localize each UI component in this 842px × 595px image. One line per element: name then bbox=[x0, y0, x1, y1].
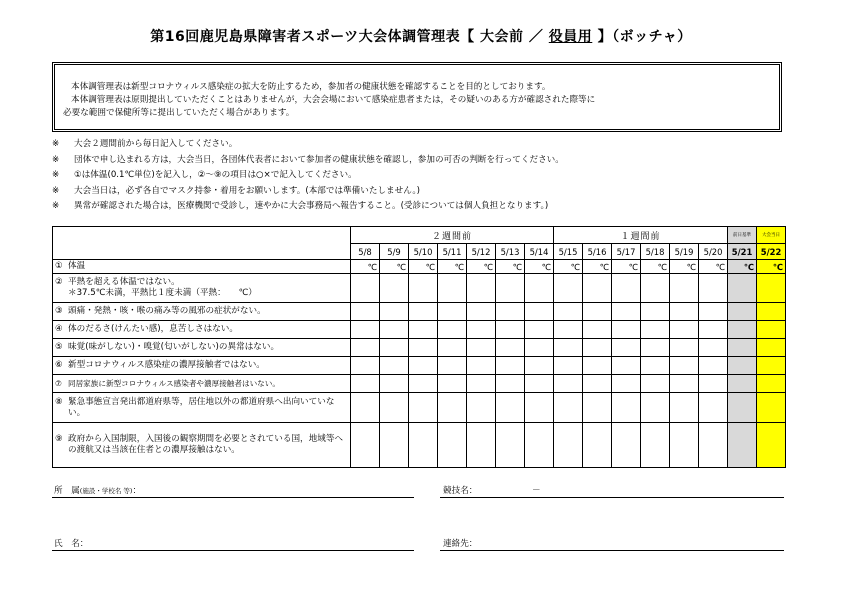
check-cell[interactable] bbox=[670, 357, 699, 375]
item-number: ③ bbox=[55, 306, 63, 316]
date-header: 5/15 bbox=[554, 244, 583, 260]
check-cell[interactable] bbox=[641, 375, 670, 393]
check-cell[interactable] bbox=[583, 357, 612, 375]
item-text: 味覚(味がしない)・嗅覚(匂いがしない)の異常はない。 bbox=[68, 342, 280, 352]
check-cell[interactable] bbox=[670, 321, 699, 339]
period-one-week: １週間前 bbox=[554, 227, 728, 244]
check-cell[interactable] bbox=[496, 274, 525, 303]
check-cell[interactable] bbox=[409, 321, 438, 339]
date-header: 5/9 bbox=[380, 244, 409, 260]
date-header: 5/8 bbox=[351, 244, 380, 260]
item-label bbox=[53, 274, 351, 303]
check-cell[interactable] bbox=[583, 339, 612, 357]
check-cell[interactable] bbox=[554, 303, 583, 321]
table-row bbox=[53, 393, 786, 423]
check-cell[interactable] bbox=[554, 375, 583, 393]
table-row bbox=[53, 260, 786, 274]
check-cell[interactable] bbox=[525, 321, 554, 339]
temperature-cell[interactable]: ℃ bbox=[438, 260, 467, 274]
date-header: 5/21 bbox=[728, 244, 757, 260]
note-text: 団体で申し込まれる方は，大会当日，各団体代表者において参加者の健康状態を確認し，参加の可否の判断を行ってください。 bbox=[74, 154, 564, 165]
check-cell[interactable] bbox=[699, 274, 728, 303]
check-cell[interactable] bbox=[583, 274, 612, 303]
check-cell[interactable] bbox=[409, 274, 438, 303]
item-text: 平熱を超える体温ではない。 bbox=[68, 277, 180, 287]
note-text: ①は体温(0.1℃単位)を記入し，②～⑨の項目は○×で記入してください。 bbox=[74, 170, 357, 180]
check-cell[interactable] bbox=[670, 339, 699, 357]
temperature-cell[interactable]: ℃ bbox=[699, 260, 728, 274]
contact-label: 連絡先： bbox=[443, 539, 478, 549]
check-cell[interactable] bbox=[380, 321, 409, 339]
check-cell[interactable] bbox=[641, 303, 670, 321]
check-cell[interactable] bbox=[409, 393, 438, 423]
note-text: 大会当日は，必ず各自でマスク持参・着用をお願いします。(本部では準備いたしません。) bbox=[74, 185, 420, 196]
notice-line-3: 必要な範囲で保健所等に提出していただく場合があります。 bbox=[63, 108, 295, 118]
check-cell[interactable] bbox=[757, 423, 786, 468]
note-item bbox=[52, 137, 792, 153]
temperature-cell[interactable]: ℃ bbox=[583, 260, 612, 274]
check-cell[interactable] bbox=[380, 274, 409, 303]
item-text: 新型コロナウィルス感染症の濃厚接触者ではない。 bbox=[68, 360, 265, 370]
temperature-cell[interactable]: ℃ bbox=[467, 260, 496, 274]
check-cell[interactable] bbox=[525, 303, 554, 321]
check-cell[interactable] bbox=[699, 339, 728, 357]
item-label bbox=[53, 260, 351, 274]
check-cell[interactable] bbox=[670, 423, 699, 468]
check-cell[interactable] bbox=[641, 357, 670, 375]
note-text: 異常が確認された場合は，医療機関で受診し，速やかに大会事務局へ報告すること。(受診については個人負担となります。) bbox=[74, 201, 549, 211]
note-item bbox=[52, 199, 792, 215]
event-line[interactable] bbox=[440, 497, 784, 498]
item-label bbox=[53, 339, 351, 357]
check-cell[interactable] bbox=[409, 303, 438, 321]
check-cell[interactable] bbox=[699, 303, 728, 321]
temperature-cell[interactable]: ℃ bbox=[728, 260, 757, 274]
header-prev-day: 前日基準 bbox=[728, 227, 757, 244]
check-cell[interactable] bbox=[438, 321, 467, 339]
check-cell[interactable] bbox=[612, 339, 641, 357]
check-cell[interactable] bbox=[409, 375, 438, 393]
check-cell[interactable] bbox=[525, 375, 554, 393]
date-header: 5/10 bbox=[409, 244, 438, 260]
check-cell[interactable] bbox=[351, 375, 380, 393]
check-cell[interactable] bbox=[380, 357, 409, 375]
check-cell[interactable] bbox=[583, 375, 612, 393]
table-row bbox=[53, 274, 786, 303]
check-cell[interactable] bbox=[757, 357, 786, 375]
check-cell[interactable] bbox=[409, 357, 438, 375]
table-row bbox=[53, 321, 786, 339]
table-header-row bbox=[53, 227, 786, 244]
temperature-cell[interactable]: ℃ bbox=[757, 260, 786, 274]
check-cell[interactable] bbox=[757, 274, 786, 303]
check-cell[interactable] bbox=[583, 423, 612, 468]
page-title bbox=[0, 26, 842, 46]
item-label bbox=[53, 357, 351, 375]
check-cell[interactable] bbox=[438, 274, 467, 303]
check-cell[interactable] bbox=[467, 423, 496, 468]
check-cell[interactable] bbox=[699, 375, 728, 393]
date-header: 5/13 bbox=[496, 244, 525, 260]
check-cell[interactable] bbox=[612, 303, 641, 321]
check-cell[interactable] bbox=[380, 423, 409, 468]
check-cell[interactable] bbox=[612, 423, 641, 468]
check-cell[interactable] bbox=[554, 393, 583, 423]
check-cell[interactable] bbox=[525, 393, 554, 423]
check-cell[interactable] bbox=[351, 393, 380, 423]
contact-line[interactable] bbox=[440, 550, 784, 551]
note-mark: ※ bbox=[52, 170, 60, 180]
date-header: 5/18 bbox=[641, 244, 670, 260]
check-cell[interactable] bbox=[728, 303, 757, 321]
check-cell[interactable] bbox=[525, 423, 554, 468]
check-cell[interactable] bbox=[757, 321, 786, 339]
check-cell[interactable] bbox=[728, 423, 757, 468]
check-cell[interactable] bbox=[757, 339, 786, 357]
note-mark: ※ bbox=[52, 201, 60, 211]
date-header: 5/20 bbox=[699, 244, 728, 260]
check-cell[interactable] bbox=[757, 393, 786, 423]
table-row bbox=[53, 423, 786, 468]
item-number: ④ bbox=[55, 324, 63, 334]
check-cell[interactable] bbox=[728, 274, 757, 303]
check-cell[interactable] bbox=[699, 393, 728, 423]
check-cell[interactable] bbox=[438, 423, 467, 468]
date-header: 5/16 bbox=[583, 244, 612, 260]
check-cell[interactable] bbox=[351, 274, 380, 303]
check-cell[interactable] bbox=[409, 423, 438, 468]
check-cell[interactable] bbox=[525, 357, 554, 375]
notes-list bbox=[52, 137, 792, 215]
temperature-cell[interactable]: ℃ bbox=[612, 260, 641, 274]
check-cell[interactable] bbox=[554, 321, 583, 339]
temperature-cell[interactable]: ℃ bbox=[380, 260, 409, 274]
item-text: 同居家族に新型コロナウィルス感染者や濃厚接触者はいない。 bbox=[68, 379, 280, 388]
table-row bbox=[53, 375, 786, 393]
item-text: 頭痛・発熱・咳・喉の痛み等の風邪の症状がない。 bbox=[68, 306, 266, 316]
check-cell[interactable] bbox=[757, 375, 786, 393]
check-cell[interactable] bbox=[496, 339, 525, 357]
note-mark: ※ bbox=[52, 154, 60, 165]
check-cell[interactable] bbox=[583, 303, 612, 321]
event-label: 競技名： bbox=[443, 486, 478, 496]
affiliation-line[interactable] bbox=[52, 497, 414, 498]
temperature-cell[interactable]: ℃ bbox=[525, 260, 554, 274]
check-cell[interactable] bbox=[380, 375, 409, 393]
check-cell[interactable] bbox=[438, 339, 467, 357]
note-mark: ※ bbox=[52, 185, 60, 196]
title-pre: 大会前 bbox=[480, 29, 524, 45]
check-cell[interactable] bbox=[467, 393, 496, 423]
event-dash: － bbox=[532, 486, 541, 496]
item-number: ⑧ bbox=[55, 396, 63, 407]
notice-line-2: 本体調管理表は原則提出していただくことはありませんが，大会会場において感染症患者または，その疑いのある方が確認された際等に bbox=[71, 95, 596, 105]
period-two-weeks: ２週間前 bbox=[351, 227, 554, 244]
item-text: 体温 bbox=[68, 261, 86, 271]
check-cell[interactable] bbox=[612, 357, 641, 375]
date-header: 5/22 bbox=[757, 244, 786, 260]
title-role: 役員用 bbox=[548, 29, 593, 45]
item-text: 政府から入国制限，入国後の観察期間を必要とされている国，地域等への渡航又は当該在住者との濃厚接触はない。 bbox=[68, 434, 344, 455]
check-cell[interactable] bbox=[467, 274, 496, 303]
check-cell[interactable] bbox=[380, 303, 409, 321]
check-cell[interactable] bbox=[728, 339, 757, 357]
item-number: ⑤ bbox=[55, 342, 63, 352]
note-item bbox=[52, 168, 792, 184]
note-item bbox=[52, 184, 792, 200]
check-cell[interactable] bbox=[351, 339, 380, 357]
check-cell[interactable] bbox=[496, 423, 525, 468]
check-cell[interactable] bbox=[612, 321, 641, 339]
note-text: 大会２週間前から毎日記入してください。 bbox=[74, 139, 238, 149]
check-cell[interactable] bbox=[525, 274, 554, 303]
date-header: 5/17 bbox=[612, 244, 641, 260]
check-cell[interactable] bbox=[612, 393, 641, 423]
check-cell[interactable] bbox=[612, 375, 641, 393]
title-sep: ／ bbox=[523, 29, 549, 45]
item-number: ⑥ bbox=[55, 360, 63, 370]
temperature-cell[interactable]: ℃ bbox=[641, 260, 670, 274]
check-cell[interactable] bbox=[728, 375, 757, 393]
check-cell[interactable] bbox=[467, 321, 496, 339]
health-table bbox=[52, 226, 786, 468]
note-item bbox=[52, 153, 792, 169]
item-label bbox=[53, 303, 351, 321]
check-cell[interactable] bbox=[467, 375, 496, 393]
check-cell[interactable] bbox=[467, 357, 496, 375]
check-cell[interactable] bbox=[351, 423, 380, 468]
check-cell[interactable] bbox=[670, 375, 699, 393]
item-text: 緊急事態宣言発出都道府県等，居住地以外の都道府県へ出向いていない。 bbox=[68, 396, 335, 418]
temperature-cell[interactable]: ℃ bbox=[409, 260, 438, 274]
date-header: 5/11 bbox=[438, 244, 467, 260]
notice-line-1: 本体調管理表は新型コロナウィルス感染症の拡大を防止するため，参加者の健康状態を確認することを目的としております。 bbox=[71, 82, 551, 92]
check-cell[interactable] bbox=[496, 357, 525, 375]
check-cell[interactable] bbox=[641, 274, 670, 303]
check-cell[interactable] bbox=[554, 339, 583, 357]
temperature-cell[interactable]: ℃ bbox=[670, 260, 699, 274]
check-cell[interactable] bbox=[438, 357, 467, 375]
date-header: 5/12 bbox=[467, 244, 496, 260]
table-row bbox=[53, 339, 786, 357]
check-cell[interactable] bbox=[525, 339, 554, 357]
note-mark: ※ bbox=[52, 139, 60, 149]
temperature-cell[interactable]: ℃ bbox=[351, 260, 380, 274]
affiliation-hint: (施設・学校名 等) bbox=[79, 487, 133, 495]
check-cell[interactable] bbox=[438, 393, 467, 423]
check-cell[interactable] bbox=[438, 375, 467, 393]
date-header: 5/19 bbox=[670, 244, 699, 260]
item-number: ⑦ bbox=[55, 379, 62, 388]
affiliation-label: 所 属(施設・学校名 等)： bbox=[54, 486, 142, 496]
item-label bbox=[53, 423, 351, 468]
check-cell[interactable] bbox=[438, 303, 467, 321]
check-cell[interactable] bbox=[496, 303, 525, 321]
temperature-cell[interactable]: ℃ bbox=[554, 260, 583, 274]
table-row bbox=[53, 303, 786, 321]
title-prefix: 第16回鹿児島県障害者スポーツ大会体調管理表【 bbox=[150, 29, 481, 45]
header-event-day: 大会当日 bbox=[757, 227, 786, 244]
name-line[interactable] bbox=[52, 550, 414, 551]
check-cell[interactable] bbox=[351, 303, 380, 321]
check-cell[interactable] bbox=[554, 274, 583, 303]
check-cell[interactable] bbox=[670, 393, 699, 423]
check-cell[interactable] bbox=[409, 339, 438, 357]
name-label: 氏 名： bbox=[54, 539, 89, 549]
check-cell[interactable] bbox=[380, 339, 409, 357]
check-cell[interactable] bbox=[670, 303, 699, 321]
check-cell[interactable] bbox=[728, 321, 757, 339]
check-cell[interactable] bbox=[380, 393, 409, 423]
check-cell[interactable] bbox=[641, 339, 670, 357]
item-number: ⑨ bbox=[55, 434, 63, 444]
check-cell[interactable] bbox=[467, 303, 496, 321]
item-subtext: ＊37.5℃未満，平熱比１度未満（平熱： ℃） bbox=[68, 288, 257, 298]
item-label bbox=[53, 321, 351, 339]
check-cell[interactable] bbox=[699, 321, 728, 339]
check-cell[interactable] bbox=[612, 274, 641, 303]
item-label bbox=[53, 393, 351, 423]
check-cell[interactable] bbox=[583, 393, 612, 423]
notice-box bbox=[52, 62, 782, 132]
item-text: 体のだるさ(けんたい感)，息苦しさはない。 bbox=[68, 324, 238, 334]
date-header: 5/14 bbox=[525, 244, 554, 260]
check-cell[interactable] bbox=[496, 375, 525, 393]
check-cell[interactable] bbox=[728, 393, 757, 423]
title-suffix: 】（ボッチャ） bbox=[592, 29, 692, 45]
check-cell[interactable] bbox=[670, 274, 699, 303]
check-cell[interactable] bbox=[496, 321, 525, 339]
item-number: ② bbox=[55, 277, 63, 287]
item-number: ① bbox=[55, 261, 63, 271]
check-cell[interactable] bbox=[641, 423, 670, 468]
check-cell[interactable] bbox=[554, 423, 583, 468]
check-cell[interactable] bbox=[583, 321, 612, 339]
affiliation-colon: ： bbox=[132, 486, 142, 496]
header-blank bbox=[53, 227, 351, 260]
check-cell[interactable] bbox=[351, 357, 380, 375]
check-cell[interactable] bbox=[757, 303, 786, 321]
temperature-cell[interactable]: ℃ bbox=[496, 260, 525, 274]
check-cell[interactable] bbox=[496, 393, 525, 423]
check-cell[interactable] bbox=[699, 357, 728, 375]
table-row bbox=[53, 357, 786, 375]
check-cell[interactable] bbox=[554, 357, 583, 375]
check-cell[interactable] bbox=[699, 423, 728, 468]
check-cell[interactable] bbox=[641, 321, 670, 339]
check-cell[interactable] bbox=[641, 393, 670, 423]
check-cell[interactable] bbox=[467, 339, 496, 357]
check-cell[interactable] bbox=[728, 357, 757, 375]
check-cell[interactable] bbox=[351, 321, 380, 339]
item-label bbox=[53, 375, 351, 393]
